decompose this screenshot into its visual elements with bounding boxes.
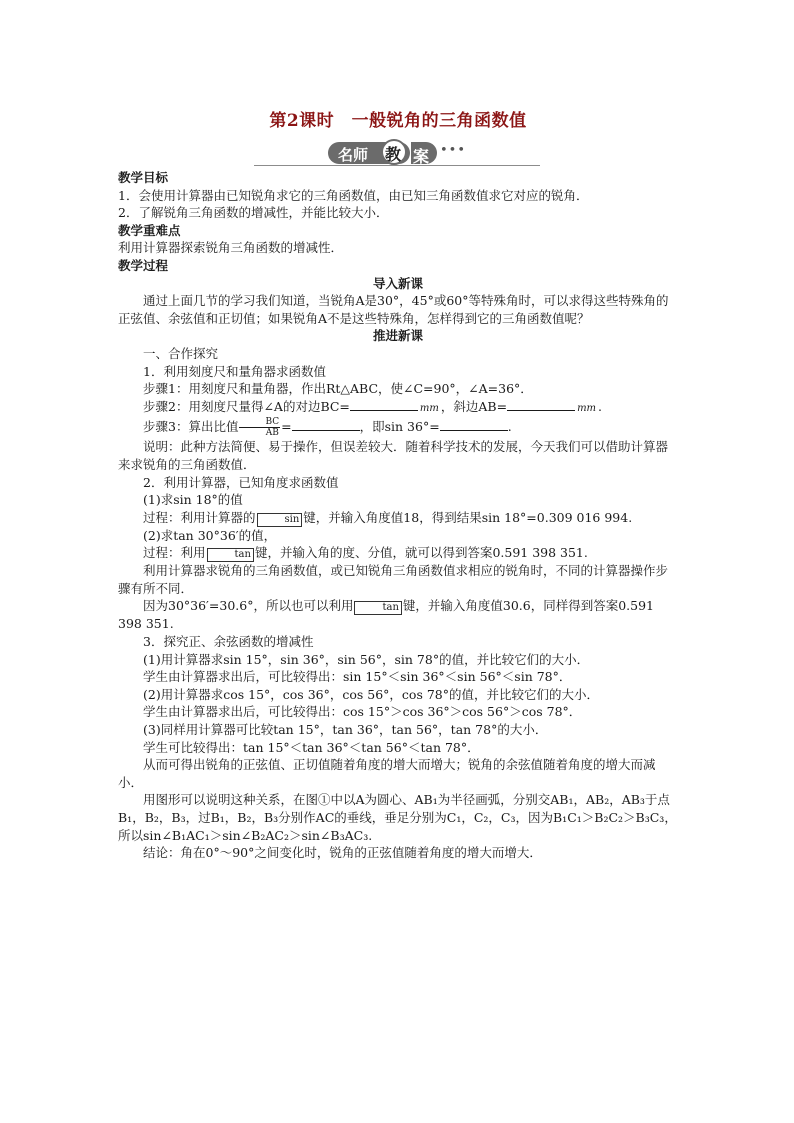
step-3-text-c: ，即sin 36°= bbox=[359, 419, 440, 435]
process-heading: 教学过程 bbox=[118, 257, 169, 273]
process-1-text-a: 过程：利用计算器的 bbox=[143, 509, 256, 525]
key-points-text: 利用计算器探索锐角三角函数的增减性． bbox=[118, 240, 344, 256]
intro-paragraph: 通过上面几节的学习我们知道，当锐角A是30°，45°或60°等特殊角时，可以求得这些特殊角的正弦值、余弦值和正切值；如果锐角A不是这些特殊角，怎样得到它的三角函数值呢？ bbox=[118, 293, 669, 326]
step-1: 步骤1：用刻度尺和量角器，作出Rt△ABC，使∠C=90°，∠A=36°． bbox=[143, 381, 533, 397]
because-paragraph bbox=[118, 597, 678, 633]
step-3-eq: = bbox=[281, 419, 292, 435]
tan-key-icon-2: tan bbox=[354, 601, 401, 615]
step-2-end: . bbox=[598, 398, 603, 414]
because-text-a: 因为30°36′=30.6°，所以也可以利用 bbox=[143, 598, 354, 614]
tan-key-icon: tan bbox=[207, 548, 254, 562]
goal-2: 2．了解锐角三角函数的增减性，并能比较大小． bbox=[118, 205, 389, 221]
lesson-body bbox=[118, 169, 678, 862]
banner-text-1: 名师 bbox=[338, 146, 369, 164]
answer-1: 学生由计算器求出后，可比较得出：sin 15°＜sin 36°＜sin 56°＜sin 78°． bbox=[143, 669, 572, 685]
blank-bc bbox=[350, 398, 418, 411]
question-2: (2)用计算器求cos 15°，cos 36°，cos 56°，cos 78°的值，并比较它们的大小． bbox=[143, 686, 599, 702]
item-1: 1．利用刻度尺和量角器求函数值 bbox=[143, 363, 326, 379]
step-3 bbox=[118, 417, 678, 438]
advance-heading: 推进新课 bbox=[372, 328, 423, 344]
banner-text-2: 教 bbox=[385, 145, 402, 164]
figure-paragraph: 用图形可以说明这种关系，在图①中以A为圆心、AB₁为半径画弧，分别交AB₁，AB₂，AB₃于点B₁，B₂，B₃，过B₁，B₂，B₃分别作AC的垂线，垂足分别为C₁，C₂，C₃，因为B₁C₁＞B₂C₂＞B₃C₃，所以sin∠B₁AC₁＞sin∠B₂AC₂＞sin∠B₃AC₃. bbox=[118, 792, 677, 843]
process-2-text-a: 过程：利用 bbox=[143, 545, 206, 561]
goal-1: 1．会使用计算器由已知锐角求它的三角函数值，由已知三角函数值求它对应的锐角． bbox=[118, 187, 589, 203]
process-1-text-b: 键，并输入角度值18，得到结果sin 18°=0.309 016 994. bbox=[303, 509, 633, 525]
intro-heading: 导入新课 bbox=[372, 275, 423, 291]
note-paragraph: 说明：此种方法简便、易于操作，但误差较大．随着科学技术的发展，今天我们可以借助计算器来求锐角的三角函数值． bbox=[118, 439, 669, 472]
question-3: (3)同样用计算器可比较tan 15°，tan 36°，tan 56°，tan 78°的大小． bbox=[143, 722, 548, 738]
explore-heading: 一、合作探究 bbox=[143, 345, 219, 361]
page-title: 第2课时 一般锐角的三角函数值 bbox=[269, 111, 527, 131]
process-2 bbox=[118, 544, 678, 562]
sub-question-1: (1)求sin 18°的值 bbox=[143, 492, 243, 508]
fraction-denominator: AB bbox=[265, 428, 279, 439]
question-1: (1)用计算器求sin 15°，sin 36°，sin 56°，sin 78°的值，并比较它们的大小． bbox=[143, 651, 590, 667]
step-3-text-a: 步骤3：算出比值 bbox=[143, 419, 239, 435]
step-3-end: . bbox=[507, 419, 512, 435]
step-2-text-b: ，斜边AB= bbox=[440, 398, 508, 414]
step-2-text-a: 步骤2：用刻度尺量得∠A的对边BC= bbox=[143, 398, 350, 414]
final-conclusion: 结论：角在0°～90°之间变化时，锐角的正弦值随着角度的增大而增大． bbox=[143, 845, 542, 861]
conclusion-paragraph: 从而可得出锐角的正弦值、正切值随着角度的增大而增大；锐角的余弦值随着角度的增大而减小． bbox=[118, 757, 656, 790]
blank-ratio bbox=[292, 418, 360, 431]
item-3: 3．探究正、余弦函数的增减性 bbox=[143, 634, 314, 650]
banner-divider bbox=[254, 165, 540, 166]
key-points-heading: 教学重难点 bbox=[118, 222, 181, 238]
goals-heading: 教学目标 bbox=[118, 170, 169, 185]
teacher-plan-banner bbox=[254, 141, 540, 167]
calculator-note: 利用计算器求锐角的三角函数值，或已知锐角三角函数值求相应的锐角时，不同的计算器操作步骤有所不同． bbox=[118, 563, 669, 596]
banner-text-3: 案 bbox=[413, 147, 430, 166]
process-1 bbox=[118, 509, 678, 527]
answer-3: 学生可比较得出：tan 15°＜tan 36°＜tan 56°＜tan 78°． bbox=[143, 739, 480, 755]
sin-key-icon: sin bbox=[257, 513, 303, 527]
unit-mm-2: mm bbox=[577, 402, 597, 414]
blank-sin36 bbox=[440, 418, 508, 431]
blank-ab bbox=[507, 398, 575, 411]
because-text-b: 键，并输入角度值30.6，同样得到答案0.591 398 351. bbox=[118, 598, 655, 632]
answer-2: 学生由计算器求出后，可比较得出：cos 15°＞cos 36°＞cos 56°＞cos 78°． bbox=[143, 704, 582, 720]
unit-mm-1: mm bbox=[419, 402, 439, 414]
fraction-numerator: BC bbox=[239, 417, 280, 428]
ratio-fraction bbox=[239, 417, 280, 438]
banner-tail bbox=[411, 142, 437, 164]
banner-dots: ••• bbox=[440, 143, 467, 158]
process-2-text-b: 键，并输入角的度、分值，就可以得到答案0.591 398 351. bbox=[254, 545, 588, 561]
item-2: 2．利用计算器，已知角度求函数值 bbox=[143, 474, 339, 490]
sub-question-2: (2)求tan 30°36′的值， bbox=[143, 527, 277, 543]
step-2 bbox=[118, 398, 678, 418]
